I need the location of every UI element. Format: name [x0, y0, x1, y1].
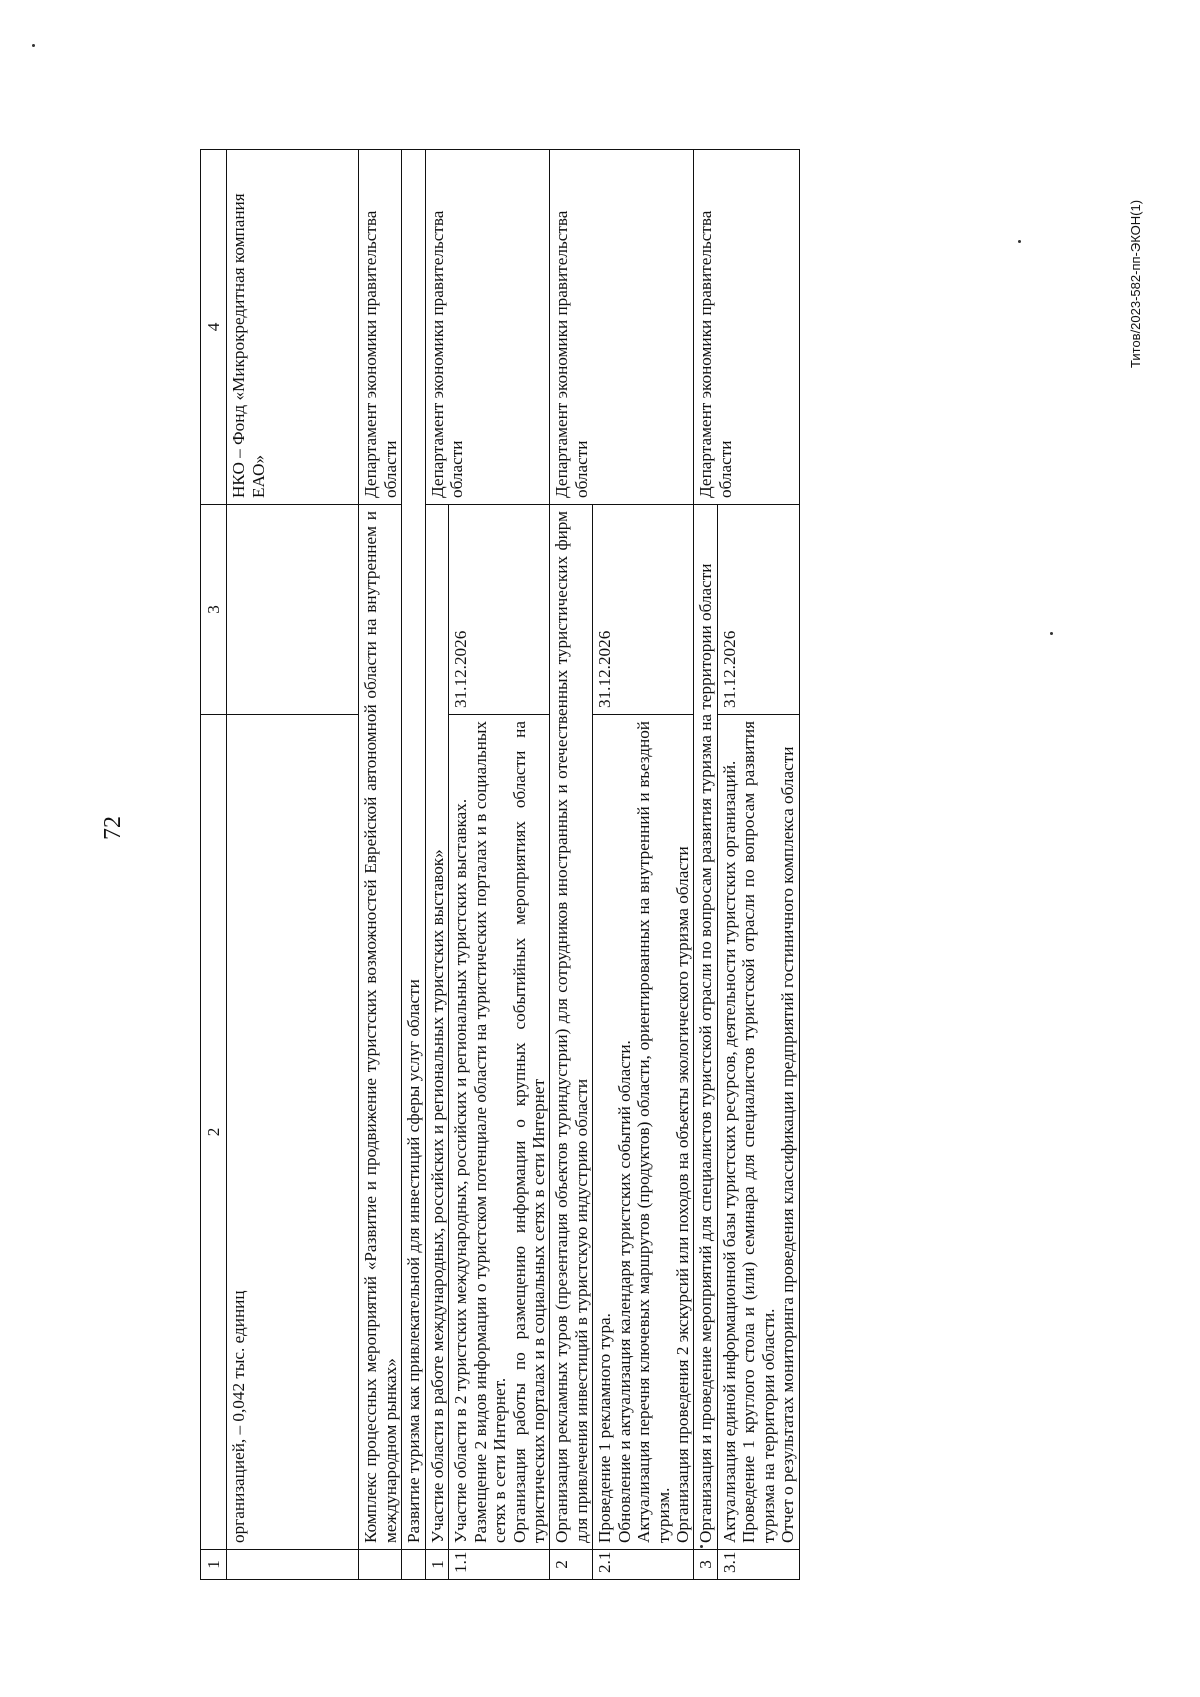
item-text: Обновление и актуализация календаря туристских событий области. [614, 1040, 634, 1543]
section-number: 1 [425, 1550, 448, 1580]
subsection-number: 2.1 [593, 1550, 694, 1580]
item-text: Участие области в 2 туристских международных, российских и региональных туристских выставках. [451, 798, 471, 1543]
subsection-number: 1.1 [449, 1550, 550, 1580]
responsible-org: Департамент экономики правительства области [694, 150, 799, 505]
activities-table [200, 149, 800, 1580]
section-number: 2 [550, 1550, 593, 1580]
subsection-items [449, 715, 550, 1550]
item-text: Отчет о результатах мониторинга проведения классификации предприятий гостиничного комплекса области [778, 746, 798, 1543]
section-row [425, 150, 448, 1580]
scan-speck [1050, 632, 1053, 635]
deadline-date: 31.12.2026 [449, 505, 550, 715]
header-cell: 3 [201, 505, 227, 715]
header-cell: 1 [201, 1550, 227, 1580]
header-cell: 2 [201, 715, 227, 1550]
task-title: Развитие туризма как привлекательной для инвестиций сферы услуг области [402, 150, 425, 1550]
section-number: 3 [694, 1550, 717, 1580]
responsible-org: Департамент экономики правительства области [425, 150, 550, 505]
responsible-org: НКО – Фонд «Микрокредитная компания ЕАО» [227, 150, 359, 505]
complex-title: Комплекс процессных мероприятий «Развитие и продвижение туристских возможностей Еврейской автономной области на внутреннем и международном рынках» [359, 505, 402, 1550]
rotated-table-container [200, 150, 1040, 1580]
subsection-items [593, 715, 694, 1550]
section-title: Организация рекламных туров (презентация объектов туриндустрии) для сотрудников иностранных и отечественных туристических фирм для привлечения инвестиций в туристскую индустрию области [550, 505, 593, 1550]
deadline-date: 31.12.2026 [717, 505, 799, 715]
scan-speck [32, 44, 35, 47]
complex-row [359, 150, 402, 1580]
subsection-number: 3.1 [717, 1550, 799, 1580]
subsection-items [717, 715, 799, 1550]
item-text: Размещение 2 видов информации о туристском потенциале области на туристических порталах и в социальных сетях в сети Интернет. [470, 721, 510, 1543]
section-row [694, 150, 717, 1580]
continuation-row [227, 150, 359, 1580]
item-text: Проведение 1 рекламного тура. [595, 1313, 615, 1543]
responsible-org: Департамент экономики правительства области [359, 150, 402, 505]
item-text: Актуализация единой информационной базы туристских ресурсов, деятельности туристских организаций. [719, 760, 739, 1543]
item-text: Проведение 1 круглого стола и (или) семинара для специалистов туристской отрасли по вопросам развития туризма на территории области. [739, 721, 778, 1543]
header-row [201, 150, 227, 1580]
item-text: Актуализация перечня ключевых маршрутов (продуктов) области, ориентированных на внутренний и въездной туризм. [634, 721, 673, 1543]
responsible-org: Департамент экономики правительства области [550, 150, 694, 505]
footer-document-id: Титов/2023-582-пп-ЭКОН(1) [1128, 199, 1143, 368]
page-number: 72 [100, 816, 126, 840]
section-title: Организация и проведение мероприятий для специалистов туристской отрасли по вопросам развития туризма на территории области [694, 505, 717, 1550]
continuation-text: организацией, – 0,042 тыс. единиц [227, 715, 359, 1550]
item-text: Организация работы по размещению информации о крупных событийных мероприятиях области на туристических порталах и в социальных сетях в сети Интернет [509, 721, 548, 1543]
task-row [402, 150, 425, 1580]
section-row [550, 150, 593, 1580]
deadline-date: 31.12.2026 [593, 505, 694, 715]
section-title: Участие области в работе международных, российских и региональных туристских выставок» [425, 505, 448, 1550]
item-text: Организация проведения 2 экскурсий или походов на объекты экологического туризма области [673, 846, 692, 1543]
header-cell: 4 [201, 150, 227, 505]
